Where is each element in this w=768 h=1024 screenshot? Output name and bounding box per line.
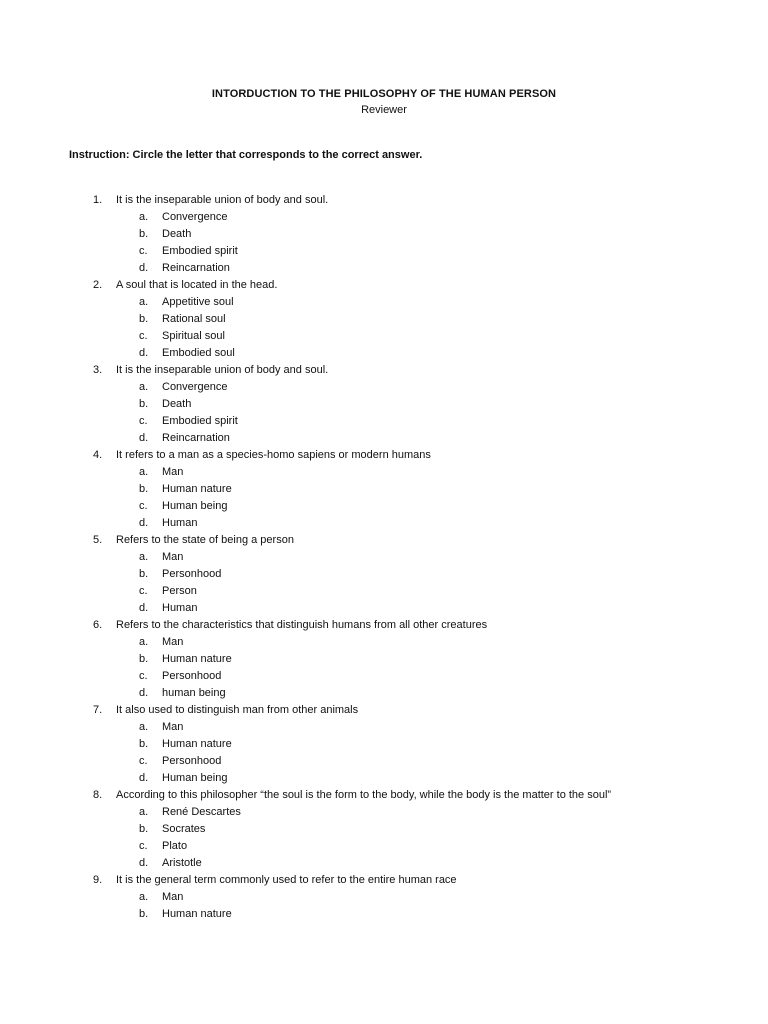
choice-text: Death [162, 228, 192, 240]
answer-choice [0, 583, 768, 600]
answer-choice [0, 685, 768, 702]
question-item [0, 617, 768, 634]
choice-letter: c. [139, 330, 148, 342]
question-item [0, 277, 768, 294]
choice-letter: a. [139, 636, 149, 648]
choice-letter: d. [139, 432, 149, 444]
question-number: 5. [93, 534, 103, 546]
question-text: It also used to distinguish man from other animals [116, 704, 359, 716]
answer-choice [0, 549, 768, 566]
question-item [0, 447, 768, 464]
choice-text: Aristotle [162, 857, 202, 869]
answer-choice [0, 243, 768, 260]
question-item [0, 362, 768, 379]
choice-letter: d. [139, 262, 149, 274]
answer-choice [0, 345, 768, 362]
choice-letter: a. [139, 551, 149, 563]
choice-letter: d. [139, 602, 149, 614]
answer-choice [0, 651, 768, 668]
answer-choice [0, 821, 768, 838]
choice-text: Human [162, 517, 198, 529]
answer-choice [0, 566, 768, 583]
choice-text: Plato [162, 840, 188, 852]
choice-text: Embodied soul [162, 347, 235, 359]
choice-text: Human [162, 602, 198, 614]
choice-letter: d. [139, 517, 149, 529]
answer-choice [0, 260, 768, 277]
choice-letter: b. [139, 738, 149, 750]
choice-text: Personhood [162, 670, 222, 682]
question-item [0, 702, 768, 719]
choice-letter: c. [139, 245, 148, 257]
choice-letter: b. [139, 908, 149, 920]
question-number: 1. [93, 194, 103, 206]
choice-text: Person [162, 585, 197, 597]
choice-text: human being [162, 687, 226, 699]
question-text: Refers to the characteristics that distinguish humans from all other creatures [116, 619, 488, 631]
choice-text: Spiritual soul [162, 330, 225, 342]
choice-letter: c. [139, 755, 148, 767]
choice-text: Man [162, 466, 184, 478]
document-subtitle: Reviewer [361, 104, 407, 116]
question-text: It is the inseparable union of body and soul. [116, 194, 329, 206]
choice-letter: a. [139, 296, 149, 308]
choice-text: Human being [162, 500, 228, 512]
answer-choice [0, 838, 768, 855]
answer-choice [0, 430, 768, 447]
choice-letter: a. [139, 381, 149, 393]
choice-text: Rational soul [162, 313, 226, 325]
choice-letter: d. [139, 772, 149, 784]
choice-letter: c. [139, 585, 148, 597]
answer-choice [0, 294, 768, 311]
answer-choice [0, 906, 768, 923]
choice-text: Human nature [162, 653, 232, 665]
choice-text: Human nature [162, 908, 232, 920]
question-number: 4. [93, 449, 103, 461]
choice-letter: c. [139, 840, 148, 852]
question-number: 3. [93, 364, 103, 376]
answer-choice [0, 889, 768, 906]
choice-text: Human nature [162, 483, 232, 495]
choice-letter: b. [139, 823, 149, 835]
choice-text: Death [162, 398, 192, 410]
choice-text: Personhood [162, 568, 222, 580]
choice-letter: a. [139, 806, 149, 818]
choice-text: Socrates [162, 823, 206, 835]
choice-letter: b. [139, 653, 149, 665]
question-item [0, 192, 768, 209]
answer-choice [0, 464, 768, 481]
choice-letter: b. [139, 568, 149, 580]
choice-text: Man [162, 891, 184, 903]
answer-choice [0, 736, 768, 753]
question-item [0, 787, 768, 804]
answer-choice [0, 498, 768, 515]
choice-letter: c. [139, 415, 148, 427]
choice-text: Convergence [162, 381, 228, 393]
choice-text: Reincarnation [162, 432, 230, 444]
document-title: INTORDUCTION TO THE PHILOSOPHY OF THE HUMAN PERSON [211, 88, 557, 100]
answer-choice [0, 311, 768, 328]
question-number: 2. [93, 279, 103, 291]
answer-choice [0, 515, 768, 532]
question-number: 7. [93, 704, 103, 716]
answer-choice [0, 396, 768, 413]
answer-choice [0, 600, 768, 617]
choice-text: Human being [162, 772, 228, 784]
question-text: A soul that is located in the head. [116, 279, 278, 291]
choice-letter: a. [139, 211, 149, 223]
choice-letter: b. [139, 483, 149, 495]
question-number: 6. [93, 619, 103, 631]
question-number: 8. [93, 789, 103, 801]
answer-choice [0, 770, 768, 787]
answer-choice [0, 804, 768, 821]
question-item [0, 532, 768, 549]
answer-choice [0, 328, 768, 345]
choice-text: Man [162, 721, 184, 733]
choice-letter: c. [139, 500, 148, 512]
question-text: According to this philosopher “the soul is the form to the body, while the body is the matter to the soul” [116, 789, 612, 801]
answer-choice [0, 226, 768, 243]
choice-letter: d. [139, 857, 149, 869]
question-text: It is the general term commonly used to refer to the entire human race [116, 874, 457, 886]
choice-text: Man [162, 551, 184, 563]
answer-choice [0, 481, 768, 498]
question-item [0, 872, 768, 889]
answer-choice [0, 413, 768, 430]
choice-text: Reincarnation [162, 262, 230, 274]
instruction-text: Instruction: Circle the letter that corresponds to the correct answer. [69, 149, 423, 161]
answer-choice [0, 209, 768, 226]
choice-text: Convergence [162, 211, 228, 223]
choice-letter: b. [139, 228, 149, 240]
choice-text: Human nature [162, 738, 232, 750]
choice-text: Personhood [162, 755, 222, 767]
choice-letter: a. [139, 721, 149, 733]
choice-letter: d. [139, 687, 149, 699]
answer-choice [0, 379, 768, 396]
choice-text: Man [162, 636, 184, 648]
question-list [0, 192, 768, 923]
answer-choice [0, 668, 768, 685]
question-number: 9. [93, 874, 103, 886]
question-text: It is the inseparable union of body and soul. [116, 364, 329, 376]
choice-letter: a. [139, 891, 149, 903]
question-text: It refers to a man as a species-homo sapiens or modern humans [116, 449, 431, 461]
choice-letter: b. [139, 398, 149, 410]
answer-choice [0, 634, 768, 651]
choice-text: Embodied spirit [162, 245, 238, 257]
choice-letter: c. [139, 670, 148, 682]
choice-text: Embodied spirit [162, 415, 238, 427]
choice-text: René Descartes [162, 806, 241, 818]
choice-letter: b. [139, 313, 149, 325]
choice-letter: d. [139, 347, 149, 359]
answer-choice [0, 753, 768, 770]
question-text: Refers to the state of being a person [116, 534, 294, 546]
choice-letter: a. [139, 466, 149, 478]
answer-choice [0, 719, 768, 736]
answer-choice [0, 855, 768, 872]
choice-text: Appetitive soul [162, 296, 234, 308]
